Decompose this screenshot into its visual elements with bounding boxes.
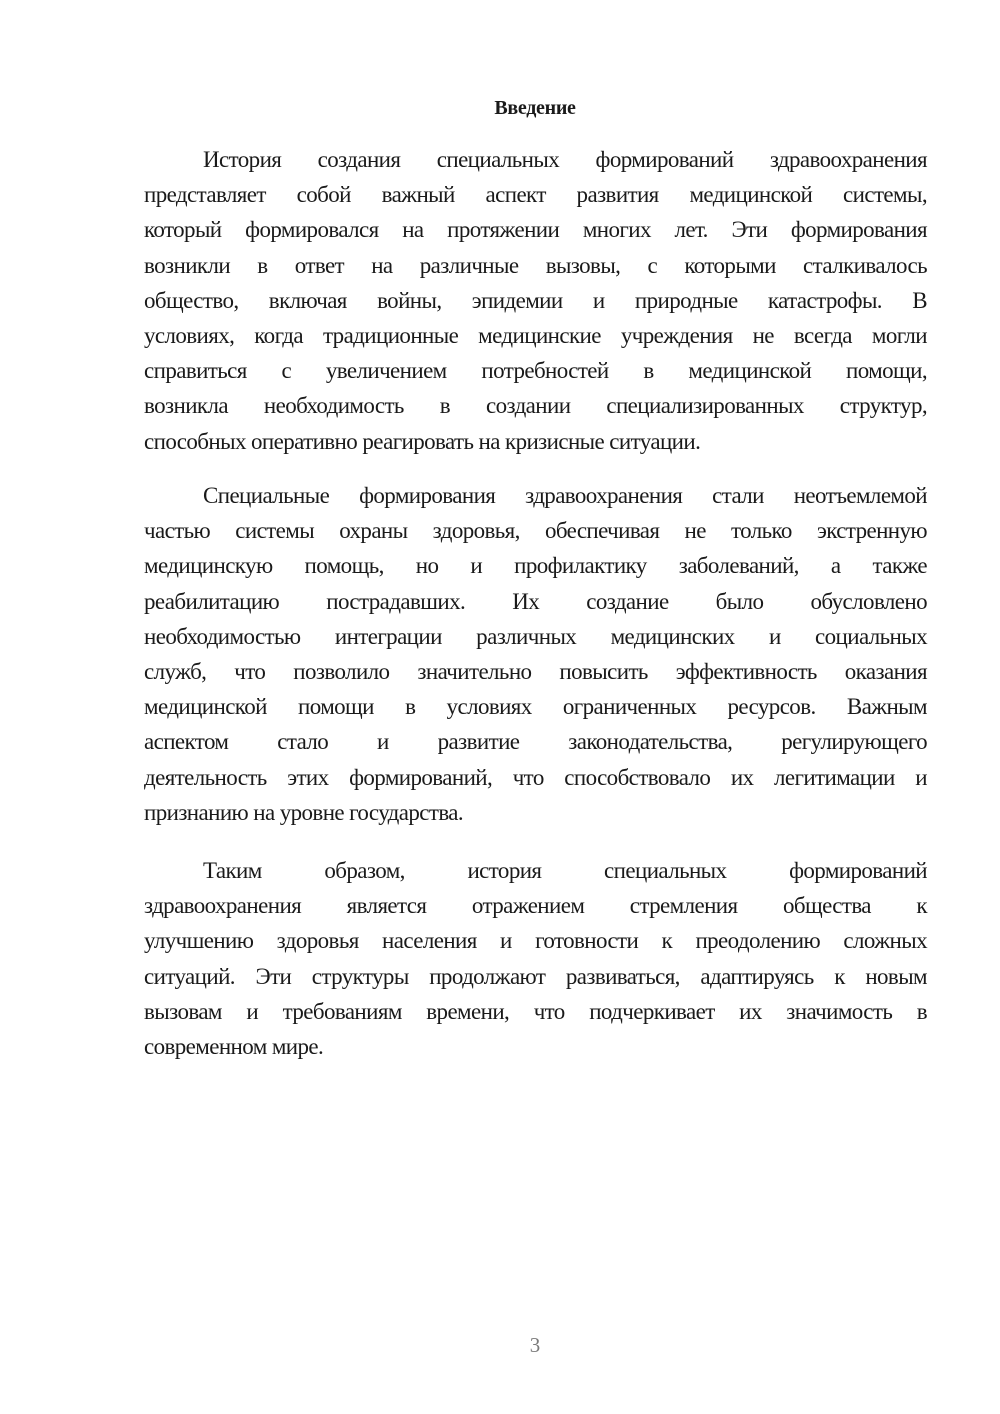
paragraph-line: вызовам и требованиям времени, что подчеркивает их значимость в [144, 998, 927, 1024]
paragraph-line: медицинской помощи в условиях ограниченных ресурсов. Важным [144, 694, 927, 720]
paragraph-line: современном мире. [144, 1033, 324, 1059]
paragraph-line: условиях, когда традиционные медицинские учреждения не всегда могли [144, 322, 927, 348]
paragraph-line: общество, включая войны, эпидемии и природные катастрофы. В [144, 287, 927, 313]
paragraph-line: Таким образом, история специальных формирований [203, 858, 927, 883]
paragraph-line: способных оперативно реагировать на кризисные ситуации. [144, 428, 701, 454]
paragraph-1 [144, 142, 927, 459]
paragraph-line: ситуаций. Эти структуры продолжают развиваться, адаптируясь к новым [144, 963, 927, 989]
paragraph-line: аспектом стало и развитие законодательства, регулирующего [144, 729, 927, 755]
paragraph-line: возникла необходимость в создании специализированных структур, [144, 393, 927, 419]
paragraph-line: служб, что позволило значительно повысить эффективность оказания [144, 658, 927, 684]
section-title: Введение [494, 97, 576, 119]
paragraph-line: деятельность этих формирований, что способствовало их легитимации и [144, 764, 927, 790]
paragraph-line: признанию на уровне государства. [144, 799, 464, 825]
paragraph-line: справиться с увеличением потребностей в медицинской помощи, [144, 358, 927, 384]
paragraph-line: История создания специальных формирований здравоохранения [203, 147, 927, 172]
paragraph-line: реабилитацию пострадавших. Их создание было обусловлено [144, 588, 927, 614]
paragraph-line: необходимостью интеграции различных медицинских и социальных [144, 623, 927, 649]
paragraph-line: представляет собой важный аспект развития медицинской системы, [144, 182, 927, 208]
paragraph-line: медицинскую помощь, но и профилактику заболеваний, а также [144, 553, 927, 579]
paragraph-line: который формировался на протяжении многих лет. Эти формирования [144, 217, 927, 243]
paragraph-2 [144, 478, 927, 830]
paragraph-line: здравоохранения является отражением стремления общества к [144, 893, 927, 919]
page-number: 3 [529, 1333, 541, 1357]
paragraph-line: возникли в ответ на различные вызовы, с которыми сталкивалось [144, 252, 927, 278]
paragraph-line: Специальные формирования здравоохранения стали неотъемлемой [203, 483, 927, 508]
paragraph-3 [144, 853, 927, 1064]
paragraph-line: улучшению здоровья населения и готовности к преодолению сложных [144, 928, 927, 954]
paragraph-line: частью системы охраны здоровья, обеспечивая не только экстренную [144, 518, 927, 544]
